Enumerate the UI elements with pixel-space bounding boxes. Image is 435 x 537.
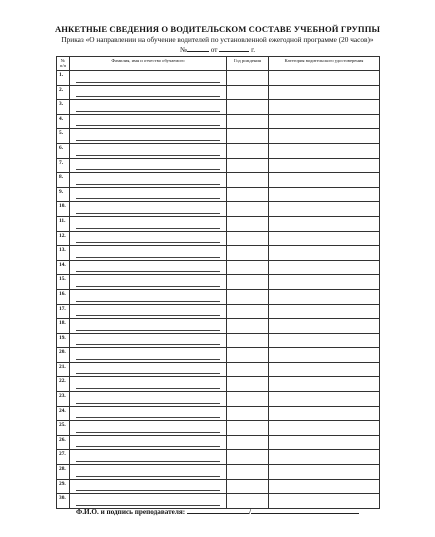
table-row [57, 158, 380, 173]
birth-year-cell[interactable] [227, 450, 269, 465]
license-category-cell[interactable] [269, 71, 380, 86]
birth-year-cell[interactable] [227, 100, 269, 115]
row-number: 27. [57, 450, 70, 465]
row-number: 19. [57, 333, 70, 348]
license-category-cell[interactable] [269, 406, 380, 421]
table-row [57, 348, 380, 363]
birth-year-cell[interactable] [227, 304, 269, 319]
name-cell[interactable] [70, 319, 227, 334]
name-cell[interactable] [70, 289, 227, 304]
row-number: 4. [57, 114, 70, 129]
name-underline [76, 242, 220, 243]
birth-year-cell[interactable] [227, 173, 269, 188]
license-category-cell[interactable] [269, 377, 380, 392]
name-cell[interactable] [70, 362, 227, 377]
row-number: 20. [57, 348, 70, 363]
order-number-prefix: № [179, 45, 187, 54]
name-cell[interactable] [70, 173, 227, 188]
birth-year-cell[interactable] [227, 231, 269, 246]
order-date-blank[interactable] [219, 44, 249, 52]
name-underline [76, 446, 220, 447]
license-category-cell[interactable] [269, 173, 380, 188]
name-underline [76, 476, 220, 477]
column-header-license-category: Категория водительского удостоверения [269, 57, 380, 71]
name-underline [76, 373, 220, 374]
table-row [57, 187, 380, 202]
row-number: 21. [57, 362, 70, 377]
name-underline [76, 82, 220, 83]
column-header-number: № п/п [57, 57, 70, 71]
table-row [57, 319, 380, 334]
table-row [57, 289, 380, 304]
name-cell[interactable] [70, 392, 227, 407]
order-number-line [0, 44, 435, 54]
name-underline [76, 301, 220, 302]
name-underline [76, 490, 220, 491]
table-row [57, 465, 380, 480]
name-cell[interactable] [70, 114, 227, 129]
birth-year-cell[interactable] [227, 202, 269, 217]
license-category-cell[interactable] [269, 85, 380, 100]
name-underline [76, 271, 220, 272]
row-number: 30. [57, 494, 70, 509]
row-number: 14. [57, 260, 70, 275]
birth-year-cell[interactable] [227, 85, 269, 100]
name-cell[interactable] [70, 202, 227, 217]
license-category-cell[interactable] [269, 421, 380, 436]
license-category-cell[interactable] [269, 143, 380, 158]
name-cell[interactable] [70, 85, 227, 100]
name-underline [76, 330, 220, 331]
column-header-birth-year: Год рождения [227, 57, 269, 71]
name-cell[interactable] [70, 260, 227, 275]
table-row [57, 421, 380, 436]
row-number: 13. [57, 246, 70, 261]
row-number: 11. [57, 216, 70, 231]
birth-year-cell[interactable] [227, 465, 269, 480]
table-row [57, 231, 380, 246]
row-number: 22. [57, 377, 70, 392]
row-number: 29. [57, 479, 70, 494]
license-category-cell[interactable] [269, 246, 380, 261]
license-category-cell[interactable] [269, 319, 380, 334]
birth-year-cell[interactable] [227, 319, 269, 334]
form-title: АНКЕТНЫЕ СВЕДЕНИЯ О ВОДИТЕЛЬСКОМ СОСТАВЕ УЧЕБНОЙ ГРУППЫ [54, 24, 381, 34]
roster-header-row [57, 57, 380, 71]
license-category-cell[interactable] [269, 216, 380, 231]
birth-year-cell[interactable] [227, 187, 269, 202]
table-row [57, 362, 380, 377]
name-cell[interactable] [70, 377, 227, 392]
order-number-blank[interactable] [187, 44, 209, 52]
license-category-cell[interactable] [269, 289, 380, 304]
row-number: 17. [57, 304, 70, 319]
table-row [57, 216, 380, 231]
name-underline [76, 213, 220, 214]
order-year-label: г. [251, 45, 256, 54]
name-underline [76, 286, 220, 287]
birth-year-cell[interactable] [227, 129, 269, 144]
license-category-cell[interactable] [269, 348, 380, 363]
license-category-cell[interactable] [269, 187, 380, 202]
row-number: 23. [57, 392, 70, 407]
name-underline [76, 111, 220, 112]
name-underline [76, 417, 220, 418]
row-number: 12. [57, 231, 70, 246]
birth-year-cell[interactable] [227, 435, 269, 450]
table-row [57, 450, 380, 465]
row-number: 8. [57, 173, 70, 188]
name-cell[interactable] [70, 246, 227, 261]
name-cell[interactable] [70, 187, 227, 202]
license-category-cell[interactable] [269, 260, 380, 275]
birth-year-cell[interactable] [227, 275, 269, 290]
birth-year-cell[interactable] [227, 216, 269, 231]
license-category-cell[interactable] [269, 392, 380, 407]
license-category-cell[interactable] [269, 275, 380, 290]
table-row [57, 202, 380, 217]
row-number: 16. [57, 289, 70, 304]
row-number: 3. [57, 100, 70, 115]
birth-year-cell[interactable] [227, 406, 269, 421]
license-category-cell[interactable] [269, 465, 380, 480]
birth-year-cell[interactable] [227, 143, 269, 158]
birth-year-cell[interactable] [227, 333, 269, 348]
name-underline [76, 461, 220, 462]
table-row [57, 260, 380, 275]
row-number: 24. [57, 406, 70, 421]
birth-year-cell[interactable] [227, 71, 269, 86]
name-underline [76, 403, 220, 404]
license-category-cell[interactable] [269, 362, 380, 377]
table-row [57, 479, 380, 494]
row-number: 25. [57, 421, 70, 436]
table-row [57, 406, 380, 421]
table-row [57, 143, 380, 158]
table-row [57, 173, 380, 188]
table-row [57, 114, 380, 129]
row-number: 6. [57, 143, 70, 158]
birth-year-cell[interactable] [227, 289, 269, 304]
birth-year-cell[interactable] [227, 362, 269, 377]
column-header-name: Фамилия, имя и отчество обучаемого [70, 57, 227, 71]
name-cell[interactable] [70, 450, 227, 465]
name-cell[interactable] [70, 275, 227, 290]
name-underline [76, 388, 220, 389]
birth-year-cell[interactable] [227, 260, 269, 275]
name-cell[interactable] [70, 158, 227, 173]
roster-table [56, 56, 380, 509]
birth-year-cell[interactable] [227, 114, 269, 129]
name-underline [76, 257, 220, 258]
table-row [57, 246, 380, 261]
name-underline [76, 315, 220, 316]
table-row [57, 129, 380, 144]
name-underline [76, 125, 220, 126]
name-cell[interactable] [70, 333, 227, 348]
teacher-name-blank[interactable] [187, 506, 249, 514]
table-row [57, 85, 380, 100]
order-subtitle: Приказ «О направлении на обучение водителей по установленной ежегодной программе (20 часов)» [61, 35, 374, 44]
table-row [57, 333, 380, 348]
name-cell[interactable] [70, 100, 227, 115]
teacher-signature-blank[interactable] [248, 506, 359, 516]
row-number: 15. [57, 275, 70, 290]
name-cell[interactable] [70, 231, 227, 246]
name-underline [76, 198, 220, 199]
name-cell[interactable] [70, 435, 227, 450]
signature-label: Ф.И.О. и подпись преподавателя: [76, 508, 186, 516]
name-cell[interactable] [70, 216, 227, 231]
name-cell[interactable] [70, 143, 227, 158]
license-category-cell[interactable] [269, 479, 380, 494]
license-category-cell[interactable] [269, 231, 380, 246]
birth-year-cell[interactable] [227, 246, 269, 261]
name-underline [76, 140, 220, 141]
birth-year-cell[interactable] [227, 392, 269, 407]
license-category-cell[interactable] [269, 450, 380, 465]
row-number: 1. [57, 71, 70, 86]
license-category-cell[interactable] [269, 333, 380, 348]
table-row [57, 71, 380, 86]
license-category-cell[interactable] [269, 129, 380, 144]
table-row [57, 304, 380, 319]
table-row [57, 100, 380, 115]
name-cell[interactable] [70, 465, 227, 480]
name-cell[interactable] [70, 421, 227, 436]
name-underline [76, 184, 220, 185]
name-cell[interactable] [70, 71, 227, 86]
name-underline [76, 155, 220, 156]
row-number: 10. [57, 202, 70, 217]
license-category-cell[interactable] [269, 304, 380, 319]
order-from-label: от [210, 45, 218, 54]
table-row [57, 377, 380, 392]
name-underline [76, 432, 220, 433]
row-number: 28. [57, 465, 70, 480]
license-category-cell[interactable] [269, 435, 380, 450]
row-number: 2. [57, 85, 70, 100]
row-number: 7. [57, 158, 70, 173]
license-category-cell[interactable] [269, 114, 380, 129]
row-number: 5. [57, 129, 70, 144]
table-row [57, 392, 380, 407]
name-cell[interactable] [70, 406, 227, 421]
name-underline [76, 228, 220, 229]
birth-year-cell[interactable] [227, 421, 269, 436]
license-category-cell[interactable] [269, 202, 380, 217]
roster-body [57, 71, 380, 509]
name-underline [76, 359, 220, 360]
row-number: 26. [57, 435, 70, 450]
signature-separator: / [248, 508, 251, 516]
table-row [57, 275, 380, 290]
name-cell[interactable] [70, 304, 227, 319]
name-cell[interactable] [70, 479, 227, 494]
name-cell[interactable] [70, 348, 227, 363]
name-underline [76, 344, 220, 345]
birth-year-cell[interactable] [227, 377, 269, 392]
birth-year-cell[interactable] [227, 348, 269, 363]
signature-line [0, 506, 435, 516]
license-category-cell[interactable] [269, 100, 380, 115]
birth-year-cell[interactable] [227, 479, 269, 494]
name-underline [76, 96, 220, 97]
name-cell[interactable] [70, 129, 227, 144]
row-number: 18. [57, 319, 70, 334]
table-row [57, 435, 380, 450]
row-number: 9. [57, 187, 70, 202]
birth-year-cell[interactable] [227, 158, 269, 173]
name-underline [76, 169, 220, 170]
license-category-cell[interactable] [269, 158, 380, 173]
